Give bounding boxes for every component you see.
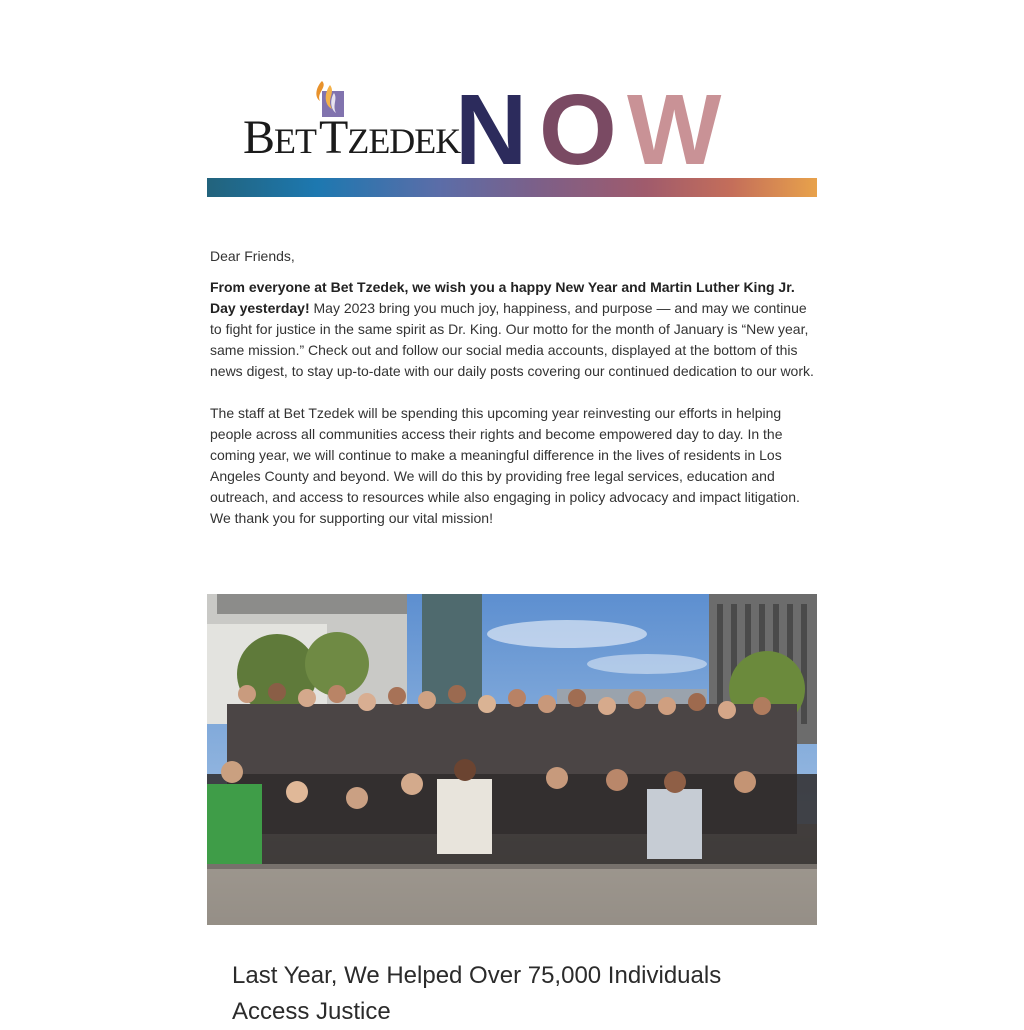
intro-text: May 2023 bring you much joy, happiness, and purpose — and may we continue to fight for justice in the same spirit as Dr. King. Our motto for the month of January is “New year, same mission.” Check out and follow our social media accounts, displayed at the bottom of this news digest, to stay up-to-date with our daily posts covering our continued dedication to our work. — [210, 300, 814, 379]
header-gradient-bar — [207, 178, 817, 197]
intro-bold-text: From everyone at Bet Tzedek, we wish you a happy New Year and Martin Luther King Jr. Day yesterday! — [210, 279, 795, 316]
section-heading: Last Year, We Helped Over 75,000 Individuals Access Justice — [232, 962, 722, 1025]
mission-paragraph: The staff at Bet Tzedek will be spending this upcoming year reinvesting our efforts in helping people across all communities access their rights and become empowered day to day. In the coming year, we will continue to make a meaningful difference in the lives of residents in Los Angeles County and beyond. We will do this by providing free legal services, education and outreach, and access to resources while also engaging in policy advocacy and impact litigation. We thank you for supporting our vital mission! — [210, 405, 800, 526]
now-letter-o: O — [539, 84, 617, 168]
now-logo — [455, 84, 731, 168]
now-letter-n: N — [455, 84, 528, 168]
newsletter-header — [207, 72, 817, 197]
now-letter-w: W — [627, 84, 722, 168]
intro-paragraph — [210, 277, 817, 382]
bet-tzedek-logo: BET TZEDEK — [243, 111, 461, 164]
group-photo — [207, 594, 817, 925]
letter-body — [210, 246, 817, 550]
greeting: Dear Friends, — [210, 248, 295, 264]
